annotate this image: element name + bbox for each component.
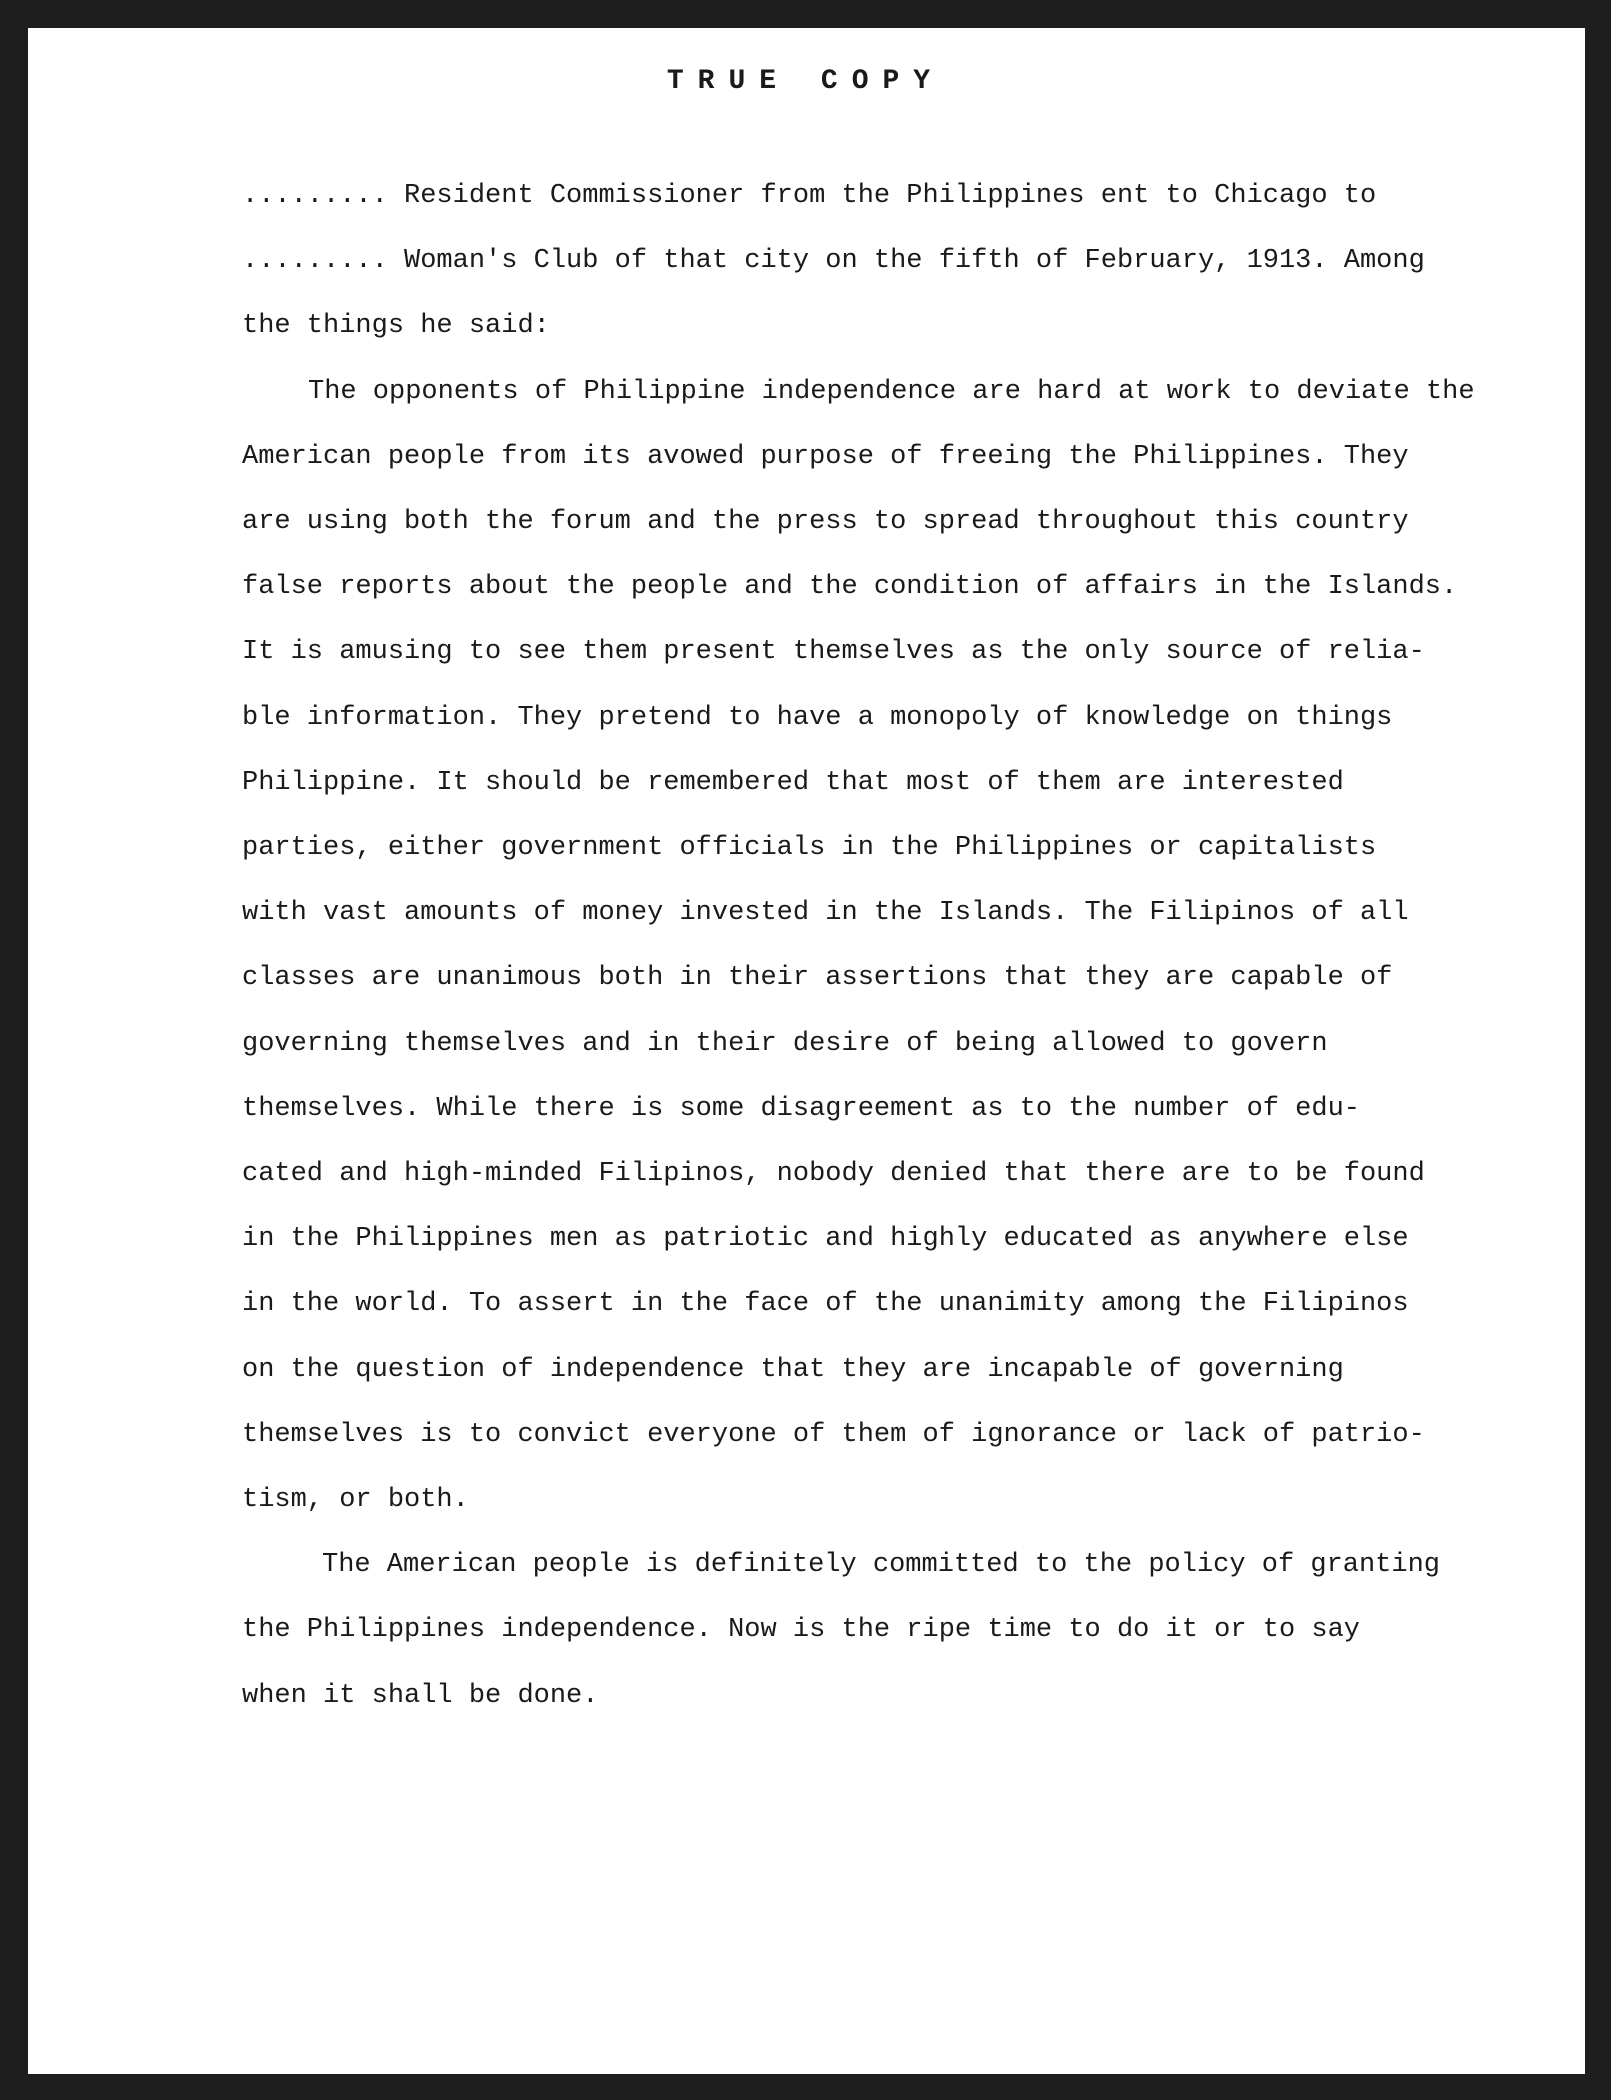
text-line: themselves is to convict everyone of them of ignorance or lack of patrio- bbox=[242, 1419, 1425, 1450]
paragraph-start-line: The opponents of Philippine independence are hard at work to deviate the bbox=[308, 376, 1475, 407]
text-line: ......... Resident Commissioner from the Philippines ent to Chicago to bbox=[242, 181, 1377, 211]
document-heading: TRUE COPY bbox=[666, 66, 945, 97]
text-line: in the world. To assert in the face of the unanimity among the Filipinos bbox=[242, 1289, 1409, 1320]
paragraph-start-line: The American people is definitely committed to the policy of granting bbox=[322, 1550, 1440, 1581]
text-line: governing themselves and in their desire of being allowed to govern bbox=[242, 1028, 1328, 1059]
text-line: when it shall be done. bbox=[242, 1680, 599, 1711]
text-line: on the question of independence that they are incapable of governing bbox=[242, 1354, 1344, 1385]
text-line: in the Philippines men as patriotic and highly educated as anywhere else bbox=[242, 1224, 1409, 1255]
text-line: are using both the forum and the press to spread throughout this country bbox=[242, 507, 1409, 538]
document-body bbox=[242, 164, 1482, 1729]
text-line: ble information. They pretend to have a monopoly of knowledge on things bbox=[242, 702, 1393, 733]
text-line: tism, or both. bbox=[242, 1485, 469, 1516]
text-line: It is amusing to see them present themselves as the only source of relia- bbox=[242, 637, 1425, 668]
text-line: classes are unanimous both in their assertions that they are capable of bbox=[242, 963, 1393, 994]
text-line: false reports about the people and the condition of affairs in the Islands. bbox=[242, 572, 1458, 603]
text-line: Philippine. It should be remembered that most of them are interested bbox=[242, 767, 1344, 798]
text-line: with vast amounts of money invested in the Islands. The Filipinos of all bbox=[242, 898, 1409, 929]
text-line: the things he said: bbox=[242, 311, 550, 342]
text-line: the Philippines independence. Now is the ripe time to do it or to say bbox=[242, 1615, 1360, 1646]
text-line: parties, either government officials in the Philippines or capitalists bbox=[242, 833, 1377, 864]
text-line: cated and high-minded Filipinos, nobody denied that there are to be found bbox=[242, 1159, 1425, 1190]
text-line: American people from its avowed purpose of freeing the Philippines. They bbox=[242, 441, 1409, 472]
text-line: themselves. While there is some disagreement as to the number of edu- bbox=[242, 1093, 1360, 1124]
text-line: ......... Woman's Club of that city on the fifth of February, 1913. Among bbox=[242, 246, 1425, 277]
